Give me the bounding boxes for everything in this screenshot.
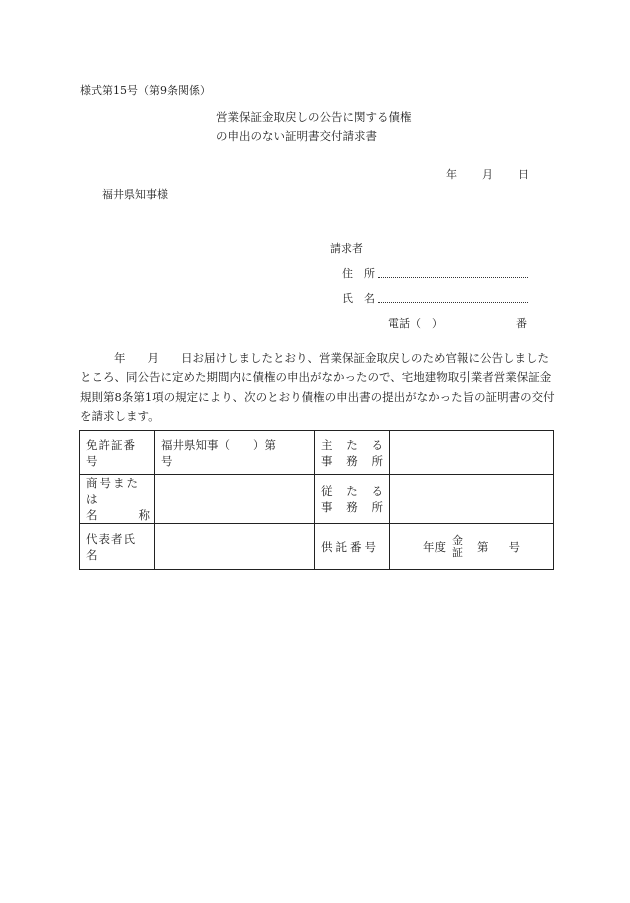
- main-office-value-cell[interactable]: [390, 431, 554, 475]
- name-field[interactable]: [378, 302, 528, 303]
- main-office-char: 務: [346, 453, 358, 468]
- trade-name-value-cell[interactable]: [155, 475, 315, 524]
- main-office-label-cell: [315, 431, 390, 475]
- sub-office-label-cell: [315, 475, 390, 524]
- form-number: 様式第15号（第9条関係）: [80, 84, 211, 97]
- main-office-char: 事: [321, 453, 333, 468]
- title-line-1: 営業保証金取戻しの公告に関する債権: [216, 110, 412, 124]
- license-value: 福井県知事（ ）第 号: [161, 437, 299, 468]
- rep-label-cell: [80, 524, 155, 570]
- main-office-char: た: [346, 437, 358, 452]
- body-year: 年: [114, 351, 126, 365]
- deposit-year: 年度: [423, 539, 446, 554]
- addressee: 福井県知事様: [102, 188, 168, 201]
- body-month: 月: [147, 351, 159, 365]
- deposit-value-cell[interactable]: [390, 524, 554, 570]
- main-office-char: る: [371, 437, 383, 452]
- main-office-char: 所: [371, 453, 383, 468]
- deposit-go: 号: [508, 539, 520, 554]
- deposit-label: 供託番号: [321, 539, 379, 554]
- trade-name-char: 称: [138, 508, 150, 522]
- request-body: [80, 349, 555, 427]
- trade-name-char: 名: [86, 508, 98, 522]
- deposit-sho: 証: [452, 545, 463, 559]
- sub-office-value-cell[interactable]: [390, 475, 554, 524]
- document-title: [216, 108, 412, 146]
- phone-label: 電話（ ）: [388, 317, 443, 330]
- date-day-label: 日: [518, 168, 529, 181]
- address-field[interactable]: [378, 277, 528, 278]
- trade-name-label-cell: [80, 475, 155, 524]
- sub-office-char: 事: [321, 500, 333, 514]
- sub-office-char: 所: [371, 500, 383, 514]
- deposit-kin: 金: [452, 533, 463, 547]
- trade-name-label-1: 商号または: [86, 476, 140, 506]
- sub-office-char: る: [371, 484, 383, 498]
- rep-label: 代表者氏名: [86, 531, 136, 562]
- deposit-number: [396, 535, 547, 559]
- requester-label: 請求者: [330, 242, 363, 255]
- deposit-label-cell: [315, 524, 390, 570]
- main-office-char: 主: [321, 437, 333, 452]
- title-line-2: の申出のない証明書交付請求書: [216, 129, 377, 143]
- license-label: 免許証番号: [86, 437, 136, 468]
- info-table: [79, 430, 554, 570]
- phone-suffix: 番: [516, 317, 527, 330]
- sub-office-char: 務: [346, 500, 358, 514]
- rep-value-cell[interactable]: [155, 524, 315, 570]
- sub-office-char: た: [346, 484, 358, 498]
- name-label: 氏名: [342, 292, 386, 305]
- date-year-label: 年: [446, 168, 457, 181]
- deposit-no: 第: [477, 539, 489, 554]
- body-text: 日お届けしましたとおり、営業保証金取戻しのため官報に公告しましたところ、同公告に定めた期間内に債権の申出がなかったので、宅地建物取引業者営業保証金規則第8条第1項の規定により、次のとおり債権の申出書の提出がなかった旨の証明書の交付を請求します。: [80, 351, 555, 424]
- license-value-cell[interactable]: [155, 431, 315, 475]
- sub-office-char: 従: [321, 484, 333, 498]
- date-month-label: 月: [482, 168, 493, 181]
- deposit-kin-sho: [452, 535, 463, 559]
- license-label-cell: [80, 431, 155, 475]
- address-label: 住所: [342, 267, 386, 280]
